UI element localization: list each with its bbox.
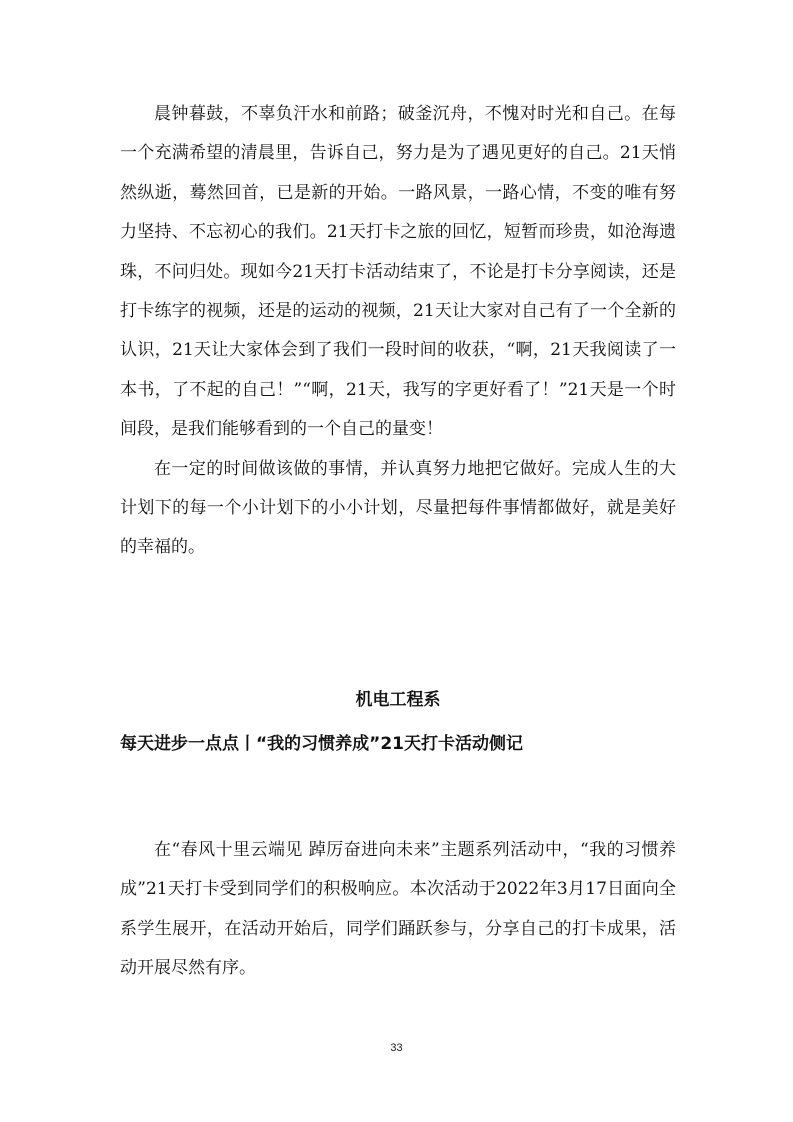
article-title: 每天进步一点点丨“我的习惯养成”21天打卡活动侧记 xyxy=(120,734,524,754)
body-text-bottom xyxy=(120,831,676,989)
section-title: 机电工程系 xyxy=(355,690,441,710)
paragraph: 在一定的时间做该做的事情，并认真努力地把它做好。完成人生的大计划下的每一个小计划下的小小计划，尽量把每件事情都做好，就是美好的幸福的。 xyxy=(120,458,676,558)
paragraph: 晨钟暮鼓，不辜负汗水和前路；破釜沉舟，不愧对时光和自己。在每一个充满希望的清晨里，告诉自己，努力是为了遇见更好的自己。21天悄然纵逝，蓦然回首，已是新的开始。一路风景，一路心情，不变的唯有努力坚持、不忘初心的我们。21天打卡之旅的回忆，短暂而珍贵，如沧海遗珠，不问归处。现如今21天打卡活动结束了，不论是打卡分享阅读，还是打卡练字的视频，还是的运动的视频，21天让大家对自己有了一个全新的认识，21天让大家体会到了我们一段时间的收获，“啊，21天我阅读了一本书，了不起的自己！”“啊，21天，我写的字更好看了！”21天是一个时间段，是我们能够看到的一个自己的量变！ xyxy=(120,104,676,440)
page-number: 33 xyxy=(390,1042,403,1054)
paragraph: 在“春风十里云端见 踔厉奋进向未来”主题系列活动中，“我的习惯养成”21天打卡受到同学们的积极响应。本次活动于2022年3月17日面向全系学生展开，在活动开始后，同学们踊跃参与，分享自己的打卡成果，活动开展尽然有序。 xyxy=(120,840,676,979)
body-text-top xyxy=(120,95,676,568)
